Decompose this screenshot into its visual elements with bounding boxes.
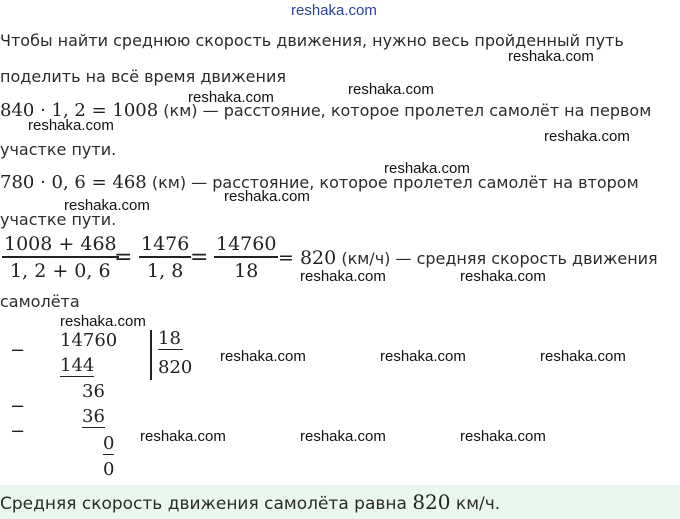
watermark: reshaka.com	[384, 160, 470, 177]
division-step-3: 36	[82, 406, 105, 427]
watermark: reshaka.com	[64, 197, 150, 214]
watermark: reshaka.com	[60, 313, 146, 330]
watermark: reshaka.com	[224, 188, 310, 205]
equation-3-tail	[278, 247, 658, 269]
watermark: reshaka.com	[544, 128, 630, 145]
watermark: reshaka.com	[220, 348, 306, 365]
division-step-2: 36	[82, 381, 105, 402]
intro-line-1: Чтобы найти среднюю скорость движения, нужно весь пройденный путь	[0, 31, 624, 50]
watermark: reshaka.com	[508, 48, 594, 65]
equation-3-result: = 820	[278, 247, 337, 269]
division-minus-3: −	[10, 421, 26, 442]
division-quotient: 820	[158, 357, 193, 378]
division-minus-2: −	[10, 396, 26, 417]
watermark-top: reshaka.com	[291, 2, 377, 19]
equation-3-continuation: самолёта	[0, 292, 80, 311]
equation-3-text: — средняя скорость движения	[390, 249, 658, 268]
answer-value: 820	[412, 490, 451, 514]
equation-2-unit: (км)	[146, 173, 187, 192]
answer-text: Средняя скорость движения самолёта равна	[0, 494, 413, 514]
equation-3-unit: (км/ч)	[336, 249, 391, 268]
fraction-1	[2, 232, 119, 284]
watermark: reshaka.com	[540, 348, 626, 365]
division-vertical-bar	[150, 330, 152, 380]
equation-1-unit: (км)	[158, 101, 198, 120]
fraction-2-denominator: 1, 8	[147, 259, 184, 282]
division-dividend: 14760	[60, 330, 118, 351]
fraction-3	[214, 232, 278, 284]
fraction-2	[139, 232, 191, 284]
division-minus-1: −	[10, 340, 26, 361]
fraction-2-numerator: 1476	[141, 233, 190, 255]
watermark: reshaka.com	[460, 428, 546, 445]
answer-unit: км/ч.	[450, 494, 501, 514]
answer-line	[0, 490, 500, 514]
watermark: reshaka.com	[380, 348, 466, 365]
equation-2-continuation: участке пути.	[0, 210, 117, 229]
division-remainder: 0	[103, 459, 115, 480]
watermark: reshaka.com	[348, 81, 434, 98]
fraction-3-numerator: 14760	[216, 233, 277, 255]
equals-sign-1: =	[114, 245, 133, 270]
division-step-4: 0	[103, 433, 115, 454]
fraction-1-denominator: 1, 2 + 0, 6	[10, 259, 111, 282]
division-divisor: 18	[158, 328, 181, 349]
watermark: reshaka.com	[188, 89, 274, 106]
equation-2-expr: 780 · 0, 6 = 468	[0, 172, 147, 193]
watermark: reshaka.com	[300, 428, 386, 445]
fraction-1-numerator: 1008 + 468	[4, 233, 117, 255]
watermark: reshaka.com	[28, 117, 114, 134]
division-step-1: 144	[60, 355, 95, 376]
equation-2	[0, 172, 639, 193]
equation-1-expr: 840 · 1, 2 = 1008	[0, 100, 159, 121]
equation-2-text: — расстояние, которое пролетел самолёт на втором	[186, 173, 639, 192]
equals-sign-2: =	[190, 245, 209, 270]
equation-1-continuation: участке пути.	[0, 140, 117, 159]
intro-line-2: поделить на всё время движения	[0, 67, 286, 86]
watermark: reshaka.com	[460, 268, 546, 285]
watermark: reshaka.com	[300, 268, 386, 285]
equation-1-text: — расстояние, которое пролетел самолёт на первом	[197, 101, 652, 120]
watermark: reshaka.com	[140, 428, 226, 445]
fraction-3-denominator: 18	[234, 259, 259, 282]
